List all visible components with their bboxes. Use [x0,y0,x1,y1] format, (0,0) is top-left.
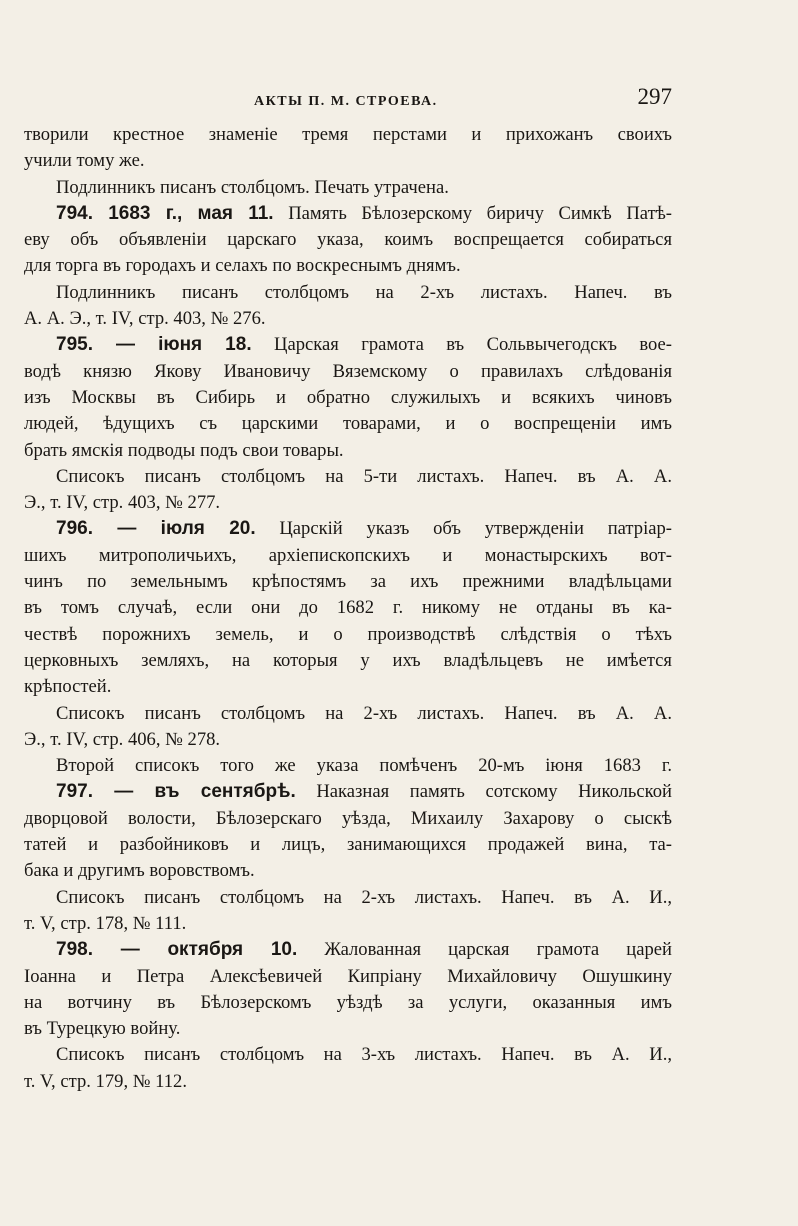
entry-heading-line: 797. — въ сентябрѣ. Наказная память сотскому Никольской [56,781,672,803]
text-line: Списокъ писанъ столбцомъ на 2-хъ листахъ. Напеч. въ А. А. [56,702,672,724]
entry-heading-line: 796. — іюля 20. Царскій указъ объ утвержденіи патріар- [56,518,672,540]
entry-lead: 798. — октября 10. [56,939,298,961]
text-line: т. V, стр. 179, № 112. [24,1070,187,1092]
text-line: бака и другимъ воровствомъ. [24,860,255,882]
text-line: чествѣ порожнихъ земель, и о производствѣ слѣдствія о тѣхъ [24,623,672,645]
page-header [24,82,672,122]
entry-lead: 796. — іюля 20. [56,518,256,540]
text-line: въ томъ случаѣ, если они до 1682 г. никому не отданы въ ка- [24,597,672,619]
text-line: учили тому же. [24,150,145,172]
text-line: брать ямскія подводы подъ свои товары. [24,439,344,461]
entry-heading-line: 798. — октября 10. Жалованная царская грамота царей [56,939,672,961]
text-line: татей и разбойниковъ и лицъ, занимающихся продажей вина, та- [24,834,672,856]
body-text [24,122,672,1095]
text-line: Списокъ писанъ столбцомъ на 3-хъ листахъ. Напеч. въ А. И., [56,1044,672,1066]
page-number: 297 [637,84,672,109]
text-line: водѣ князю Якову Ивановичу Вяземскому о правилахъ слѣдованія [24,360,672,382]
text-line: крѣпостей. [24,676,112,698]
text-line: на вотчину въ Бѣлозерскомъ уѣздѣ за услуги, оказанныя имъ [24,991,672,1013]
document-page [24,82,672,1095]
text-line: Іоанна и Петра Алексѣевичей Кипріану Михайловичу Ошушкину [24,965,672,987]
text-line: чинъ по земельнымъ крѣпостямъ за ихъ прежними владѣльцами [24,571,672,593]
text-line: людей, ѣдущихъ съ царскими товарами, и о воспрещеніи имъ [24,413,672,435]
text-line: еву объ объявленіи царскаго указа, коимъ воспрещается собираться [24,229,672,251]
text-line: Э., т. IV, стр. 406, № 278. [24,728,221,750]
running-title: АКТЫ П. М. СТРОЕВА. [254,94,438,109]
entry-lead: 794. 1683 г., мая 11. [56,202,274,224]
text-line: церковныхъ земляхъ, на которыя у ихъ владѣльцевъ не имѣется [24,649,672,671]
text-line: Подлинникъ писанъ столбцомъ на 2-хъ листахъ. Напеч. въ [56,281,672,303]
text-line: шихъ митрополичьихъ, архіепископскихъ и монастырскихъ вот- [24,544,672,566]
text-line: Списокъ писанъ столбцомъ на 5-ти листахъ. Напеч. въ А. А. [56,465,672,487]
text-line: дворцовой волости, Бѣлозерскаго уѣзда, Михаилу Захарову о сыскѣ [24,807,672,829]
text-line: Второй списокъ того же указа помѣченъ 20-мъ іюня 1683 г. [56,755,672,777]
text-line: т. V, стр. 178, № 111. [24,912,187,934]
text-line: творили крестное знаменіе тремя перстами и прихожанъ своихъ [24,124,672,145]
entry-lead: 797. — въ сентябрѣ. [56,781,296,803]
text-line: Списокъ писанъ столбцомъ на 2-хъ листахъ. Напеч. въ А. И., [56,886,672,908]
text-line: въ Турецкую войну. [24,1018,181,1040]
text-line: А. А. Э., т. IV, стр. 403, № 276. [24,308,266,330]
text-line: изъ Москвы въ Сибирь и обратно служилыхъ и всякихъ чиновъ [24,386,672,408]
text-line: Подлинникъ писанъ столбцомъ. Печать утрачена. [56,176,449,198]
entry-lead: 795. — іюня 18. [56,334,252,356]
entry-heading-line: 794. 1683 г., мая 11. Память Бѣлозерскому биричу Симкѣ Патѣ- [56,202,672,224]
text-line: Э., т. IV, стр. 403, № 277. [24,492,221,514]
entry-heading-line: 795. — іюня 18. Царская грамота въ Сольвычегодскъ вое- [56,334,672,356]
text-line: для торга въ городахъ и селахъ по воскреснымъ днямъ. [24,255,461,277]
